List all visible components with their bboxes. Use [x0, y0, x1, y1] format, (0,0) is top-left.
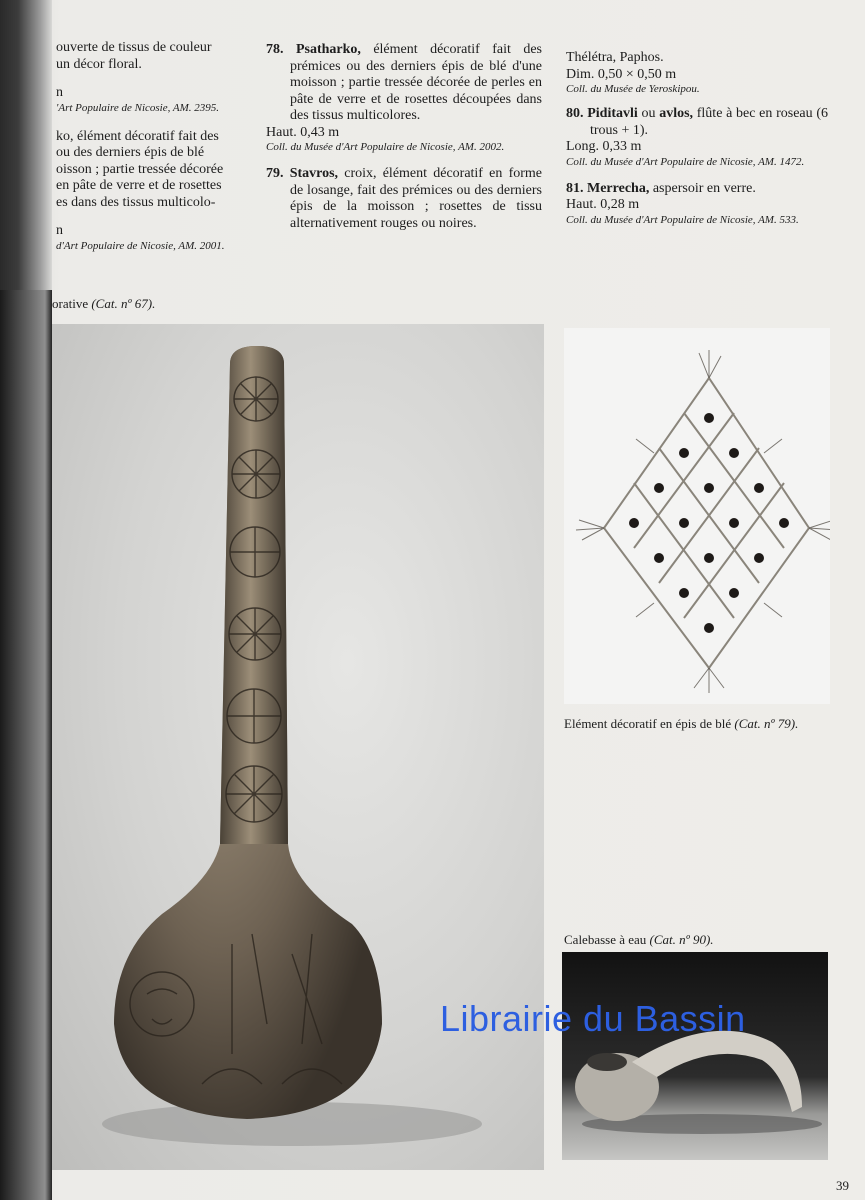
entry-collection: Coll. du Musée d'Art Populaire de Nicosie, AM. 1472. [566, 155, 805, 168]
entry-text [266, 166, 542, 232]
entry-number: 80. [566, 106, 584, 121]
middle-column [266, 42, 542, 240]
entry-dimension: Long. 0,33 m [566, 139, 642, 154]
caption-ref: (Cat. nº 90). [649, 932, 714, 947]
entry-collection: Coll. du Musée d'Art Populaire de Nicosie, AM. 2002. [266, 141, 505, 153]
page-number: 39 [836, 1178, 849, 1193]
left-line: ko, élément décoratif fait des [56, 128, 219, 144]
left-coll: d'Art Populaire de Nicosie, AM. 2001. [56, 239, 225, 252]
entry-description: aspersoir en verre. [649, 180, 756, 196]
left-column [56, 40, 246, 253]
entry-title: Piditavli [587, 106, 638, 121]
left-line: ou des derniers épis de blé [56, 145, 205, 160]
wheat-ornament-illustration [564, 328, 830, 704]
caption-wheat-ornament [564, 716, 812, 732]
entry-number: 81. [566, 180, 584, 196]
entry-number: 78. [266, 42, 284, 57]
left-line: en pâte de verre et de rosettes [56, 178, 222, 193]
entry-dimension: Haut. 0,43 m [266, 124, 340, 140]
right-line: Thélétra, Paphos. [566, 50, 664, 65]
entry-title: Merrecha, [587, 180, 650, 196]
photo-water-gourd [562, 952, 828, 1160]
right-column [566, 50, 828, 235]
caption-ref: (Cat. nº 67). [91, 296, 156, 311]
water-gourd-illustration [562, 952, 828, 1160]
entry-number: 79. [266, 166, 284, 181]
left-coll: 'Art Populaire de Nicosie, AM. 2395. [56, 101, 220, 114]
watermark: Librairie du Bassin [440, 998, 746, 1039]
right-line: Dim. 0,50 × 0,50 m [566, 66, 677, 82]
catalog-entry-78 [266, 42, 542, 154]
caption-text: Calebasse à eau [564, 932, 647, 947]
photo-gourd-bottle [52, 324, 544, 1170]
gourd-illustration [52, 324, 544, 1170]
entry-text [566, 181, 828, 198]
entry-description: élément décoratif fait des prémices ou des derniers épis de blé d'une moisson ; partie tressée décorée de perles en pâte de verre et de rosettes découpées dans des tissus multicolores. [290, 42, 543, 123]
caption-water-gourd [564, 932, 714, 948]
left-line: ouverte de tissus de couleur [56, 40, 212, 55]
entry-description: croix, élément décoratif en forme de losange, fait des prémices ou des derniers épis de la moisson ; rosettes de tissu alternativement rouges ou noires. [290, 166, 543, 231]
caption-left-fragment [52, 296, 155, 312]
entry-text [266, 42, 542, 125]
left-line: oisson ; partie tressée décorée [56, 161, 224, 177]
entry-title: Psatharko, [295, 42, 361, 57]
left-line: un décor floral. [56, 56, 142, 72]
entry-dimension: Haut. 0,28 m [566, 197, 640, 212]
entry-text [566, 106, 828, 139]
right-coll: Coll. du Musée de Yeroskipou. [566, 83, 700, 95]
caption-ref: (Cat. nº 79). [734, 716, 799, 731]
entry-title: Stavros, [289, 166, 339, 181]
caption-text: orative [52, 296, 89, 311]
entry-connector: ou [637, 106, 660, 121]
caption-text: Elément décoratif en épis de blé [564, 716, 732, 731]
catalog-entry-81 [566, 181, 828, 227]
catalog-entry-80 [566, 106, 828, 169]
left-line: n [56, 223, 63, 238]
entry-collection: Coll. du Musée d'Art Populaire de Nicosie, AM. 533. [566, 213, 799, 226]
left-photo-fragment [0, 290, 52, 1200]
left-line: n [56, 85, 63, 100]
entry-description: flûte à bec en roseau (6 trous + 1). [590, 106, 829, 138]
left-line: es dans des tissus multicolo- [56, 194, 216, 210]
photo-wheat-ornament [564, 328, 830, 704]
entry-title-alt: avlos, [659, 106, 694, 121]
catalog-entry-79 [266, 166, 542, 232]
